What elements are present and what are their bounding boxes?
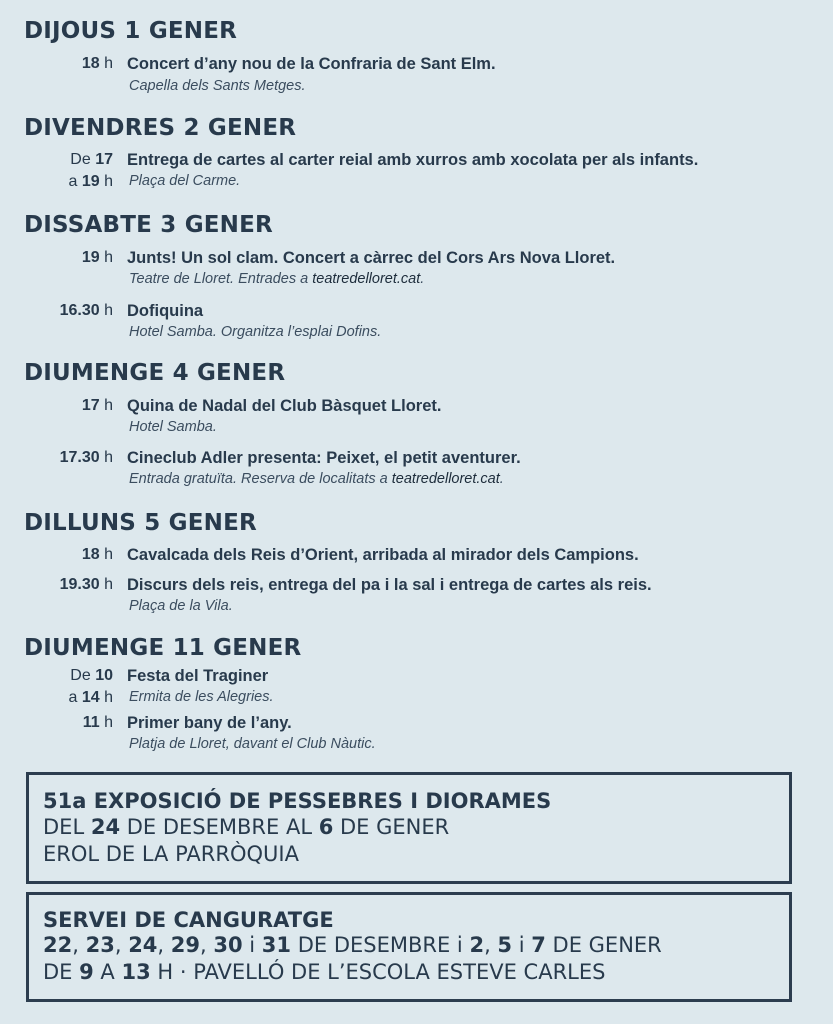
event-place-row: [0, 419, 833, 441]
event-title: Festa del Traginer: [127, 667, 269, 685]
box-text-run: i: [242, 933, 262, 957]
event-link[interactable]: teatredelloret.cat: [391, 471, 500, 487]
event-title: Cineclub Adler presenta: Peixet, el petit aventurer.: [127, 449, 521, 467]
box-text-run: ,: [157, 933, 171, 957]
box-text-run: 30: [213, 933, 243, 957]
babysitting-box: [26, 892, 792, 1002]
box-text-run: 31: [261, 933, 292, 957]
event-time: De 17: [70, 151, 113, 168]
box-text-run: A: [93, 960, 122, 984]
event-time: 17.30 h: [59, 449, 113, 466]
event-row: [0, 667, 833, 689]
event-title: Concert d’any nou de la Confraria de Sant Elm.: [127, 55, 496, 73]
box-text-run: 22: [43, 933, 73, 957]
box-text-run: DE: [43, 960, 80, 984]
event-place: Hotel Samba. Organitza l’esplai Dofins.: [129, 324, 382, 340]
event-time: 16.30 h: [59, 302, 113, 319]
event-time: 18 h: [81, 546, 113, 563]
day-title: DIUMENGE 11 GENER: [24, 635, 302, 661]
event-place: Teatre de Lloret. Entrades a teatredelloret.cat.: [129, 271, 425, 287]
event-row: [0, 449, 833, 471]
event-time: 18 h: [81, 55, 113, 72]
event-place: Plaça de la Vila.: [129, 598, 233, 614]
day-title: DIJOUS 1 GENER: [24, 18, 238, 44]
day-title: DISSABTE 3 GENER: [24, 212, 273, 238]
event-title: Cavalcada dels Reis d’Orient, arribada al mirador dels Campions.: [127, 546, 639, 564]
event-row: [0, 302, 833, 324]
box-text-run: DE GENER: [545, 933, 662, 957]
event-row: [0, 714, 833, 736]
box-text-run: H · PAVELLÓ DE L’ESCOLA ESTEVE CARLES: [150, 960, 606, 984]
box-text-run: 9: [79, 960, 94, 984]
event-time: De 10: [70, 667, 113, 684]
event-title: Entrega de cartes al carter reial amb xurros amb xocolata per als infants.: [127, 151, 699, 169]
box-dates: [43, 933, 662, 957]
box-text-run: DE DESEMBRE i: [291, 933, 470, 957]
event-time-end: a 14 h: [68, 689, 113, 706]
box-text-run: 24: [128, 933, 158, 957]
event-place-row: [0, 324, 833, 346]
event-place-row: [0, 271, 833, 293]
event-link[interactable]: teatredelloret.cat: [312, 271, 421, 287]
event-row: [0, 151, 833, 173]
box-text-run: ,: [72, 933, 86, 957]
event-place: Entrada gratuïta. Reserva de localitats a teatredelloret.cat.: [129, 471, 504, 487]
event-title: Quina de Nadal del Club Bàsquet Lloret.: [127, 397, 442, 415]
box-text-run: ,: [114, 933, 129, 957]
event-row: [0, 576, 833, 598]
box-heading: 51a EXPOSICIÓ DE PESSEBRES I DIORAMES: [43, 789, 552, 813]
event-place: Plaça del Carme.: [129, 173, 241, 189]
box-text-run: 29: [170, 933, 201, 957]
event-time: 19.30 h: [59, 576, 113, 593]
event-time-end: a 19 h: [68, 173, 113, 190]
box-text-run: ,: [200, 933, 214, 957]
box-text-run: 5: [497, 933, 513, 957]
event-title: Junts! Un sol clam. Concert a càrrec del Cors Ars Nova Lloret.: [127, 249, 616, 267]
event-place-row: [0, 689, 833, 711]
box-text-run: ,: [484, 933, 498, 957]
event-time: 17 h: [81, 397, 113, 414]
event-place-row: [0, 736, 833, 758]
event-row: [0, 55, 833, 77]
box-schedule: [43, 960, 605, 984]
box-text-run: 7: [531, 933, 546, 957]
event-title: Dofiquina: [127, 302, 204, 320]
exhibition-box: [26, 772, 792, 884]
event-title: Discurs dels reis, entrega del pa i la sal i entrega de cartes als reis.: [127, 576, 652, 594]
box-text-run: 2: [469, 933, 485, 957]
event-place: Capella dels Sants Metges.: [129, 78, 306, 94]
event-time: 19 h: [81, 249, 113, 266]
box-location: EROL DE LA PARRÒQUIA: [43, 842, 299, 866]
event-title: Primer bany de l’any.: [127, 714, 292, 732]
event-place-row: [0, 78, 833, 100]
event-place: Ermita de les Alegries.: [129, 689, 274, 705]
box-text-run: 23: [85, 933, 115, 957]
box-dates: DEL 24 DE DESEMBRE AL 6 DE GENER: [43, 815, 450, 839]
event-time: 11 h: [82, 714, 113, 731]
event-place-row: [0, 598, 833, 620]
box-heading: SERVEI DE CANGURATGE: [43, 908, 334, 932]
day-title: DILLUNS 5 GENER: [24, 510, 257, 536]
event-row: [0, 397, 833, 419]
event-place: Platja de Lloret, davant el Club Nàutic.: [129, 736, 376, 752]
event-row: [0, 249, 833, 271]
box-text-run: i: [512, 933, 532, 957]
event-place: Hotel Samba.: [129, 419, 217, 435]
event-row: [0, 546, 833, 568]
day-title: DIVENDRES 2 GENER: [24, 115, 297, 141]
box-text-run: 13: [121, 960, 151, 984]
day-title: DIUMENGE 4 GENER: [24, 360, 286, 386]
event-place-row: [0, 471, 833, 493]
event-place-row: [0, 173, 833, 195]
